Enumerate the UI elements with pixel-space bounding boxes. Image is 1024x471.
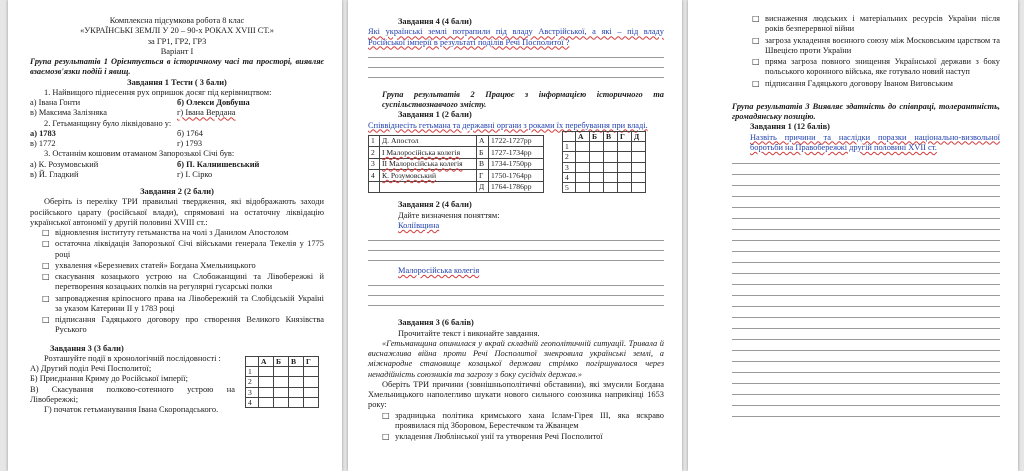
grid-cell[interactable] bbox=[274, 387, 289, 397]
checkbox-option[interactable]: □ зрадницька політика кримського хана Іслам-Гірея ІІІ, яка яскраво проявилася під Зборовом, Берестечком та Жванцем bbox=[382, 411, 664, 432]
answer-grid-task-5: А Б В Г Д 1 2 3 4 5 bbox=[562, 131, 646, 194]
grid-cell[interactable] bbox=[632, 162, 646, 172]
checkbox-option[interactable]: □ підписання Гадяцького договору про створення Великого Князівства Руського bbox=[42, 315, 324, 336]
doc-title: Комплексна підсумкова робота 8 клас bbox=[109, 16, 245, 25]
answer-line[interactable] bbox=[368, 231, 664, 241]
task-5-text: Співвіднесіть гетьмана та державні органи з роками їх перебування при владі. bbox=[368, 120, 648, 130]
grid-cell[interactable] bbox=[274, 377, 289, 387]
term-koliivshchyna: Коліївщина bbox=[398, 220, 440, 230]
answer-line[interactable] bbox=[732, 406, 1000, 417]
answer-line[interactable] bbox=[732, 285, 1000, 296]
option: в) Й. Гладкий bbox=[30, 169, 79, 179]
event-a: А) Другий поділ Речі Посполитої; bbox=[30, 364, 152, 373]
task-6-title: Завдання 2 (4 бали) bbox=[398, 200, 472, 210]
answer-line[interactable] bbox=[368, 251, 664, 261]
grid-cell[interactable] bbox=[618, 183, 632, 193]
grid-cell[interactable] bbox=[576, 183, 590, 193]
answer-line[interactable] bbox=[732, 351, 1000, 362]
checkbox-option[interactable]: □ загроза укладення воєнного союзу між Московським царством та Швецією проти України bbox=[752, 36, 1000, 57]
option: а) 1783 bbox=[30, 128, 56, 138]
source-quote: «Гетьманщина опинилася у вкрай складній геополітичній ситуації. Тривала й виснажлива війна проти Речі Посполитої знекровила українські землі, а міжнародне становище козацької держави стрімко погіршувалося через ненадійність союзників та загрозу з боку сусідніх держав.» bbox=[368, 338, 664, 379]
result-group-1: Група результатів 1 Орієнтується в історичному часі та просторі, виявляє взаємозв'язки подій і явищ. bbox=[30, 57, 324, 77]
answer-lines bbox=[710, 153, 1000, 417]
option: г) Івана Вердана bbox=[177, 108, 236, 118]
grid-cell[interactable] bbox=[618, 152, 632, 162]
answer-line[interactable] bbox=[368, 296, 664, 306]
task-7-options bbox=[368, 411, 664, 443]
checkbox-option[interactable]: □ пряма загроза повного знищення Української держави з боку польського коронного війська, яке готувало новий наступ bbox=[752, 57, 1000, 78]
grid-cell[interactable] bbox=[576, 162, 590, 172]
grid-row-num: 4 bbox=[246, 397, 259, 407]
checkbox-option[interactable]: □ запровадження кріпосного права на Лівобережній та Слобідській Україні за указом Катерини ІІ у 1783 році bbox=[42, 294, 324, 315]
grid-cell[interactable] bbox=[259, 397, 274, 407]
checkbox-option[interactable]: □ скасування козацького устрою на Слобожанщині та Лівобережжі й перетворення козацьких полків на регулярні гусарські полки bbox=[42, 272, 324, 293]
option: в) Максима Залізняка bbox=[30, 108, 107, 118]
page-1 bbox=[8, 0, 342, 471]
grid-cell[interactable] bbox=[590, 142, 604, 152]
grid-cell[interactable] bbox=[289, 397, 304, 407]
task-3-text: Розташуйте події в хронологічній послідовності : bbox=[44, 353, 221, 363]
checkbox-option[interactable]: □ підписання Гадяцького договору Іваном Виговським bbox=[752, 79, 1000, 89]
doc-groups: за ГР1, ГР2, ГР3 bbox=[147, 36, 207, 46]
answer-line[interactable] bbox=[732, 263, 1000, 274]
grid-cell[interactable] bbox=[289, 387, 304, 397]
option: в) 1772 bbox=[30, 139, 56, 148]
answer-line[interactable] bbox=[732, 197, 1000, 208]
task-5-body bbox=[368, 131, 664, 194]
doc-subtitle: «УКРАЇНСЬКІ ЗЕМЛІ У 20 – 90-х РОКАХ XVIII СТ.» bbox=[80, 26, 274, 36]
answer-line[interactable] bbox=[368, 58, 664, 68]
grid-cell[interactable] bbox=[259, 377, 274, 387]
answer-line[interactable] bbox=[732, 373, 1000, 384]
answer-line[interactable] bbox=[732, 252, 1000, 263]
answer-line[interactable] bbox=[368, 286, 664, 296]
grid-header: А bbox=[259, 356, 274, 366]
question-2-options bbox=[30, 129, 324, 139]
option: а) К. Розумовський bbox=[30, 159, 99, 169]
answer-line[interactable] bbox=[368, 48, 664, 58]
grid-cell[interactable] bbox=[259, 387, 274, 397]
answer-line[interactable] bbox=[732, 395, 1000, 406]
question-1-options bbox=[30, 98, 324, 108]
task-8-title: Завдання 1 (12 балів) bbox=[750, 122, 830, 132]
grid-row-num: 3 bbox=[246, 387, 259, 397]
answer-line[interactable] bbox=[732, 362, 1000, 373]
answer-grid-task-3 bbox=[245, 356, 319, 408]
question-3-options bbox=[30, 170, 324, 180]
answer-line[interactable] bbox=[732, 208, 1000, 219]
task-6-text: Дайте визначення поняттям: bbox=[398, 210, 500, 220]
task-7-title: Завдання 3 (6 балів) bbox=[398, 318, 474, 328]
question-2: 2. Гетьманщину було ліквідовано у: bbox=[44, 118, 172, 128]
table-row: 3 ІІ Малоросійська колегія В 1734-1750рр bbox=[369, 158, 544, 170]
task-2-options bbox=[30, 228, 324, 336]
grid-cell[interactable] bbox=[632, 142, 646, 152]
answer-line[interactable] bbox=[732, 318, 1000, 329]
grid-cell[interactable] bbox=[590, 152, 604, 162]
grid-cell[interactable] bbox=[632, 172, 646, 182]
checkbox-option[interactable]: □ укладення Люблінської унії та утворення Речі Посполитої bbox=[382, 432, 664, 442]
checkbox-option[interactable]: □ остаточна ліквідація Запорозької Січі військами генерала Текелія у 1775 році bbox=[42, 239, 324, 260]
task-5-title: Завдання 1 (2 бали) bbox=[398, 110, 472, 120]
task-7-options-continued bbox=[710, 14, 1000, 89]
grid-cell[interactable] bbox=[590, 172, 604, 182]
answer-line[interactable] bbox=[732, 340, 1000, 351]
grid-cell[interactable] bbox=[590, 183, 604, 193]
task-7-question: Оберіть ТРИ причини (зовнішньополітичні обставини), які змусили Богдана Хмельницького наполегливо шукати нового сильного союзника наприкінці 1653 року: bbox=[368, 379, 664, 410]
event-d: Г) початок гетьманування Івана Скоропадського. bbox=[44, 405, 219, 414]
question-1-options bbox=[30, 108, 324, 118]
answer-line[interactable] bbox=[368, 68, 664, 78]
grid-cell[interactable] bbox=[632, 152, 646, 162]
grid-cell[interactable] bbox=[604, 142, 618, 152]
grid-cell[interactable] bbox=[632, 183, 646, 193]
grid-cell[interactable] bbox=[618, 162, 632, 172]
grid-header: Б bbox=[274, 356, 289, 366]
grid-row-num: 1 bbox=[246, 367, 259, 377]
option: г) 1793 bbox=[177, 139, 203, 148]
answer-line[interactable] bbox=[732, 329, 1000, 340]
grid-cell[interactable] bbox=[274, 367, 289, 377]
grid-cell[interactable] bbox=[590, 162, 604, 172]
answer-line[interactable] bbox=[732, 296, 1000, 307]
question-2-options bbox=[30, 139, 324, 149]
task-2-title: Завдання 2 (2 бали) bbox=[140, 187, 214, 196]
event-b: Б) Приєднання Криму до Російської імперії; bbox=[30, 374, 188, 384]
answer-line[interactable] bbox=[368, 276, 664, 286]
task-4-text: Які українські землі потрапили під владу Австрійської, а які – під владу Російської імперії в результаті поділів Речі Посполитої ? bbox=[368, 27, 664, 47]
grid-cell[interactable] bbox=[259, 367, 274, 377]
task-4-title: Завдання 4 (4 бали) bbox=[398, 17, 472, 26]
answer-line[interactable] bbox=[732, 241, 1000, 252]
grid-header: В bbox=[289, 356, 304, 366]
grid-cell[interactable] bbox=[304, 397, 319, 407]
option: б) П. Калнишевський bbox=[177, 159, 260, 169]
answer-line[interactable] bbox=[732, 384, 1000, 395]
task-3-body bbox=[30, 354, 324, 416]
option: б) 1764 bbox=[177, 128, 203, 138]
table-row: Д 1764-1786рр bbox=[369, 181, 544, 193]
task-1-title: Завдання 1 Тести ( 3 бали) bbox=[127, 77, 227, 87]
matching-table bbox=[368, 135, 544, 194]
grid-cell[interactable] bbox=[289, 377, 304, 387]
term-malorosiyska-kolehiya: Малоросійська колегія bbox=[398, 266, 480, 275]
answer-line[interactable] bbox=[732, 230, 1000, 241]
grid-cell[interactable] bbox=[618, 172, 632, 182]
table-row: 1 Д. Апостол А 1722-1727рр bbox=[369, 135, 544, 147]
question-3-options bbox=[30, 160, 324, 170]
grid-cell[interactable] bbox=[304, 387, 319, 397]
task-3-title: Завдання 3 (3 бали) bbox=[50, 343, 124, 353]
grid-cell[interactable] bbox=[576, 152, 590, 162]
question-1: 1. Найвищого піднесення рух опришок досяг під керівництвом: bbox=[44, 87, 272, 97]
grid-cell[interactable] bbox=[274, 397, 289, 407]
checkbox-option[interactable]: □ ухвалення «Березневих статей» Богдана Хмельницького bbox=[42, 261, 324, 271]
answer-line[interactable] bbox=[732, 219, 1000, 230]
grid-cell[interactable] bbox=[604, 152, 618, 162]
table-row: 4 К. Розумовський Г 1750-1764рр bbox=[369, 170, 544, 182]
checkbox-option[interactable]: □ виснаження людських і матеріальних ресурсів України після років безперервної війни bbox=[752, 14, 1000, 35]
answer-line[interactable] bbox=[732, 186, 1000, 197]
task-2-text: Оберіть із переліку ТРИ правильні твердження, які відображають заходи російського царату (російської влади), спрямовані на остаточну ліквідацію української автономії у другій половині XVIII ст.: bbox=[30, 197, 324, 227]
grid-cell[interactable] bbox=[576, 142, 590, 152]
event-c: В) Скасування полково-сотенного устрою на Лівобережжі; bbox=[30, 384, 235, 404]
task-7-text: Прочитайте текст і виконайте завдання. bbox=[398, 328, 540, 338]
grid-cell[interactable] bbox=[289, 367, 304, 377]
answer-line[interactable] bbox=[732, 153, 1000, 164]
option: г) І. Сірко bbox=[177, 169, 213, 179]
page-2 bbox=[348, 0, 682, 471]
result-group-2: Група результатів 2 Працює з інформацією історичного та суспільствознавчого змісту. bbox=[382, 89, 664, 109]
doc-variant: Варіант І bbox=[160, 46, 194, 56]
grid-cell[interactable] bbox=[604, 183, 618, 193]
table-row: 2 І Малоросійська колегія Б 1727-1734рр bbox=[369, 147, 544, 159]
answer-line[interactable] bbox=[732, 274, 1000, 285]
page-3 bbox=[688, 0, 1018, 471]
answer-line[interactable] bbox=[732, 164, 1000, 175]
grid-header: Г bbox=[304, 356, 319, 366]
grid-cell[interactable] bbox=[304, 367, 319, 377]
question-3: 3. Останнім кошовим отаманом Запорозької Січі був: bbox=[44, 149, 235, 159]
checkbox-option[interactable]: □ відновлення інституту гетьманства на чолі з Данилом Апостолом bbox=[42, 228, 324, 238]
answer-line[interactable] bbox=[732, 307, 1000, 318]
answer-line[interactable] bbox=[368, 241, 664, 251]
result-group-3: Група результатів 3 Виявляє здатність до співпраці, толерантність, громадянську позицію. bbox=[732, 101, 1000, 121]
grid-row-num: 2 bbox=[246, 377, 259, 387]
grid-cell[interactable] bbox=[576, 172, 590, 182]
grid-cell[interactable] bbox=[304, 377, 319, 387]
answer-line[interactable] bbox=[732, 175, 1000, 186]
grid-cell[interactable] bbox=[618, 142, 632, 152]
task-8-text: Назвіть причини та наслідки поразки національно-визвольної боротьби на Правобережжі другій половині XVII ст. bbox=[750, 132, 1000, 152]
grid-cell[interactable] bbox=[604, 172, 618, 182]
option: а) Івана Гонти bbox=[30, 98, 81, 107]
option: б) Олекси Довбуша bbox=[177, 98, 250, 107]
grid-cell[interactable] bbox=[604, 162, 618, 172]
